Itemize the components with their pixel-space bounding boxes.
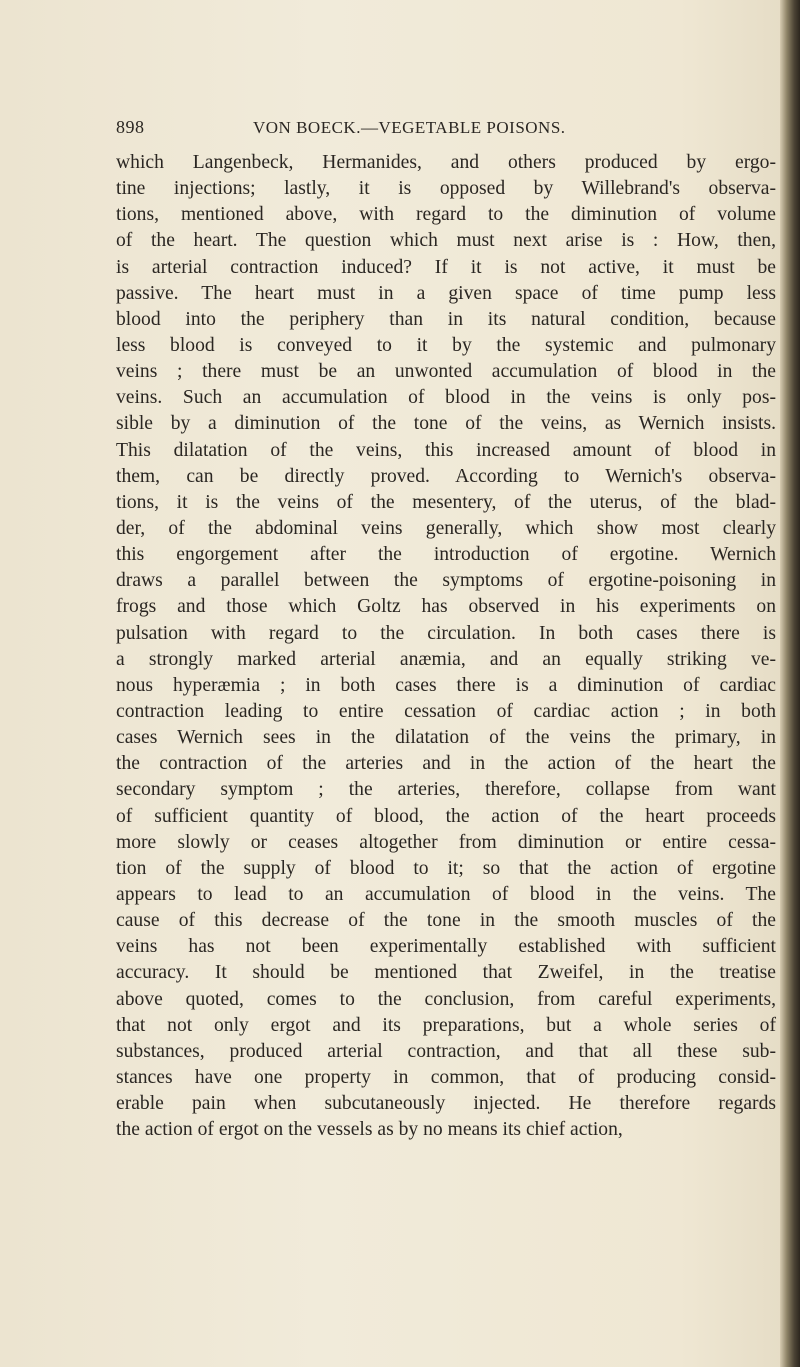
body-text (116, 150, 776, 1143)
text-line: them, can be directly proved. According to Wernich's observa- (116, 465, 776, 487)
text-line: tions, mentioned above, with regard to the diminution of volume (116, 204, 776, 226)
page-number: 898 (116, 117, 145, 137)
running-head: VON BOECK.—VEGETABLE POISONS. (253, 118, 566, 137)
text-line: This dilatation of the veins, this increased amount of blood in (116, 439, 776, 461)
text-line: is arterial contraction induced? If it is not active, it must be (116, 256, 776, 278)
text-line: which Langenbeck, Hermanides, and others produced by ergo- (116, 152, 776, 173)
text-line: stances have one property in common, that of producing consid- (116, 1066, 776, 1088)
text-line: appears to lead to an accumulation of blood in the veins. The (116, 883, 776, 905)
text-line: veins has not been experimentally established with sufficient (116, 936, 776, 958)
text-line: pulsation with regard to the circulation. In both cases there is (116, 622, 776, 644)
text-line: cases Wernich sees in the dilatation of the veins the primary, in (116, 727, 776, 749)
text-line: tine injections; lastly, it is opposed by Willebrand's observa- (116, 178, 776, 200)
text-line: of the heart. The question which must next arise is : How, then, (116, 230, 776, 252)
text-line: veins ; there must be an unwonted accumulation of blood in the (116, 361, 776, 383)
text-line: above quoted, comes to the conclusion, from careful experiments, (116, 988, 776, 1010)
text-line: that not only ergot and its preparations, but a whole series of (116, 1014, 776, 1036)
binding-shadow (780, 0, 800, 1367)
text-line: of sufficient quantity of blood, the action of the heart proceeds (116, 805, 776, 827)
text-line: erable pain when subcutaneously injected. He therefore regards (116, 1093, 776, 1115)
text-line: nous hyperæmia ; in both cases there is a diminution of cardiac (116, 674, 776, 696)
text-line: draws a parallel between the symptoms of ergotine-poisoning in (116, 570, 776, 592)
text-line: passive. The heart must in a given space of time pump less (116, 282, 776, 304)
text-line: der, of the abdominal veins generally, which show most clearly (116, 517, 776, 539)
page-header (116, 117, 776, 147)
text-line: veins. Such an accumulation of blood in the veins is only pos- (116, 387, 776, 409)
text-line: a strongly marked arterial anæmia, and an equally striking ve- (116, 648, 776, 670)
text-line: this engorgement after the introduction of ergotine. Wernich (116, 544, 776, 566)
text-line: blood into the periphery than in its natural condition, because (116, 308, 776, 330)
text-line: more slowly or ceases altogether from diminution or entire cessa- (116, 831, 776, 853)
text-line: the contraction of the arteries and in the action of the heart the (116, 753, 776, 775)
text-line: the action of ergot on the vessels as by no means its chief action, (116, 1119, 623, 1141)
text-line: substances, produced arterial contraction, and that all these sub- (116, 1040, 776, 1062)
text-line: frogs and those which Goltz has observed in his experiments on (116, 596, 776, 618)
text-line: sible by a diminution of the tone of the veins, as Wernich insists. (116, 413, 776, 435)
text-line: tions, it is the veins of the mesentery, of the uterus, of the blad- (116, 491, 776, 513)
text-line: tion of the supply of blood to it; so that the action of ergotine (116, 857, 776, 879)
text-line: contraction leading to entire cessation of cardiac action ; in both (116, 700, 776, 722)
text-line: cause of this decrease of the tone in the smooth muscles of the (116, 910, 776, 932)
text-line: accuracy. It should be mentioned that Zweifel, in the treatise (116, 962, 776, 984)
text-line: less blood is conveyed to it by the systemic and pulmonary (116, 334, 776, 356)
text-line: secondary symptom ; the arteries, therefore, collapse from want (116, 779, 776, 801)
